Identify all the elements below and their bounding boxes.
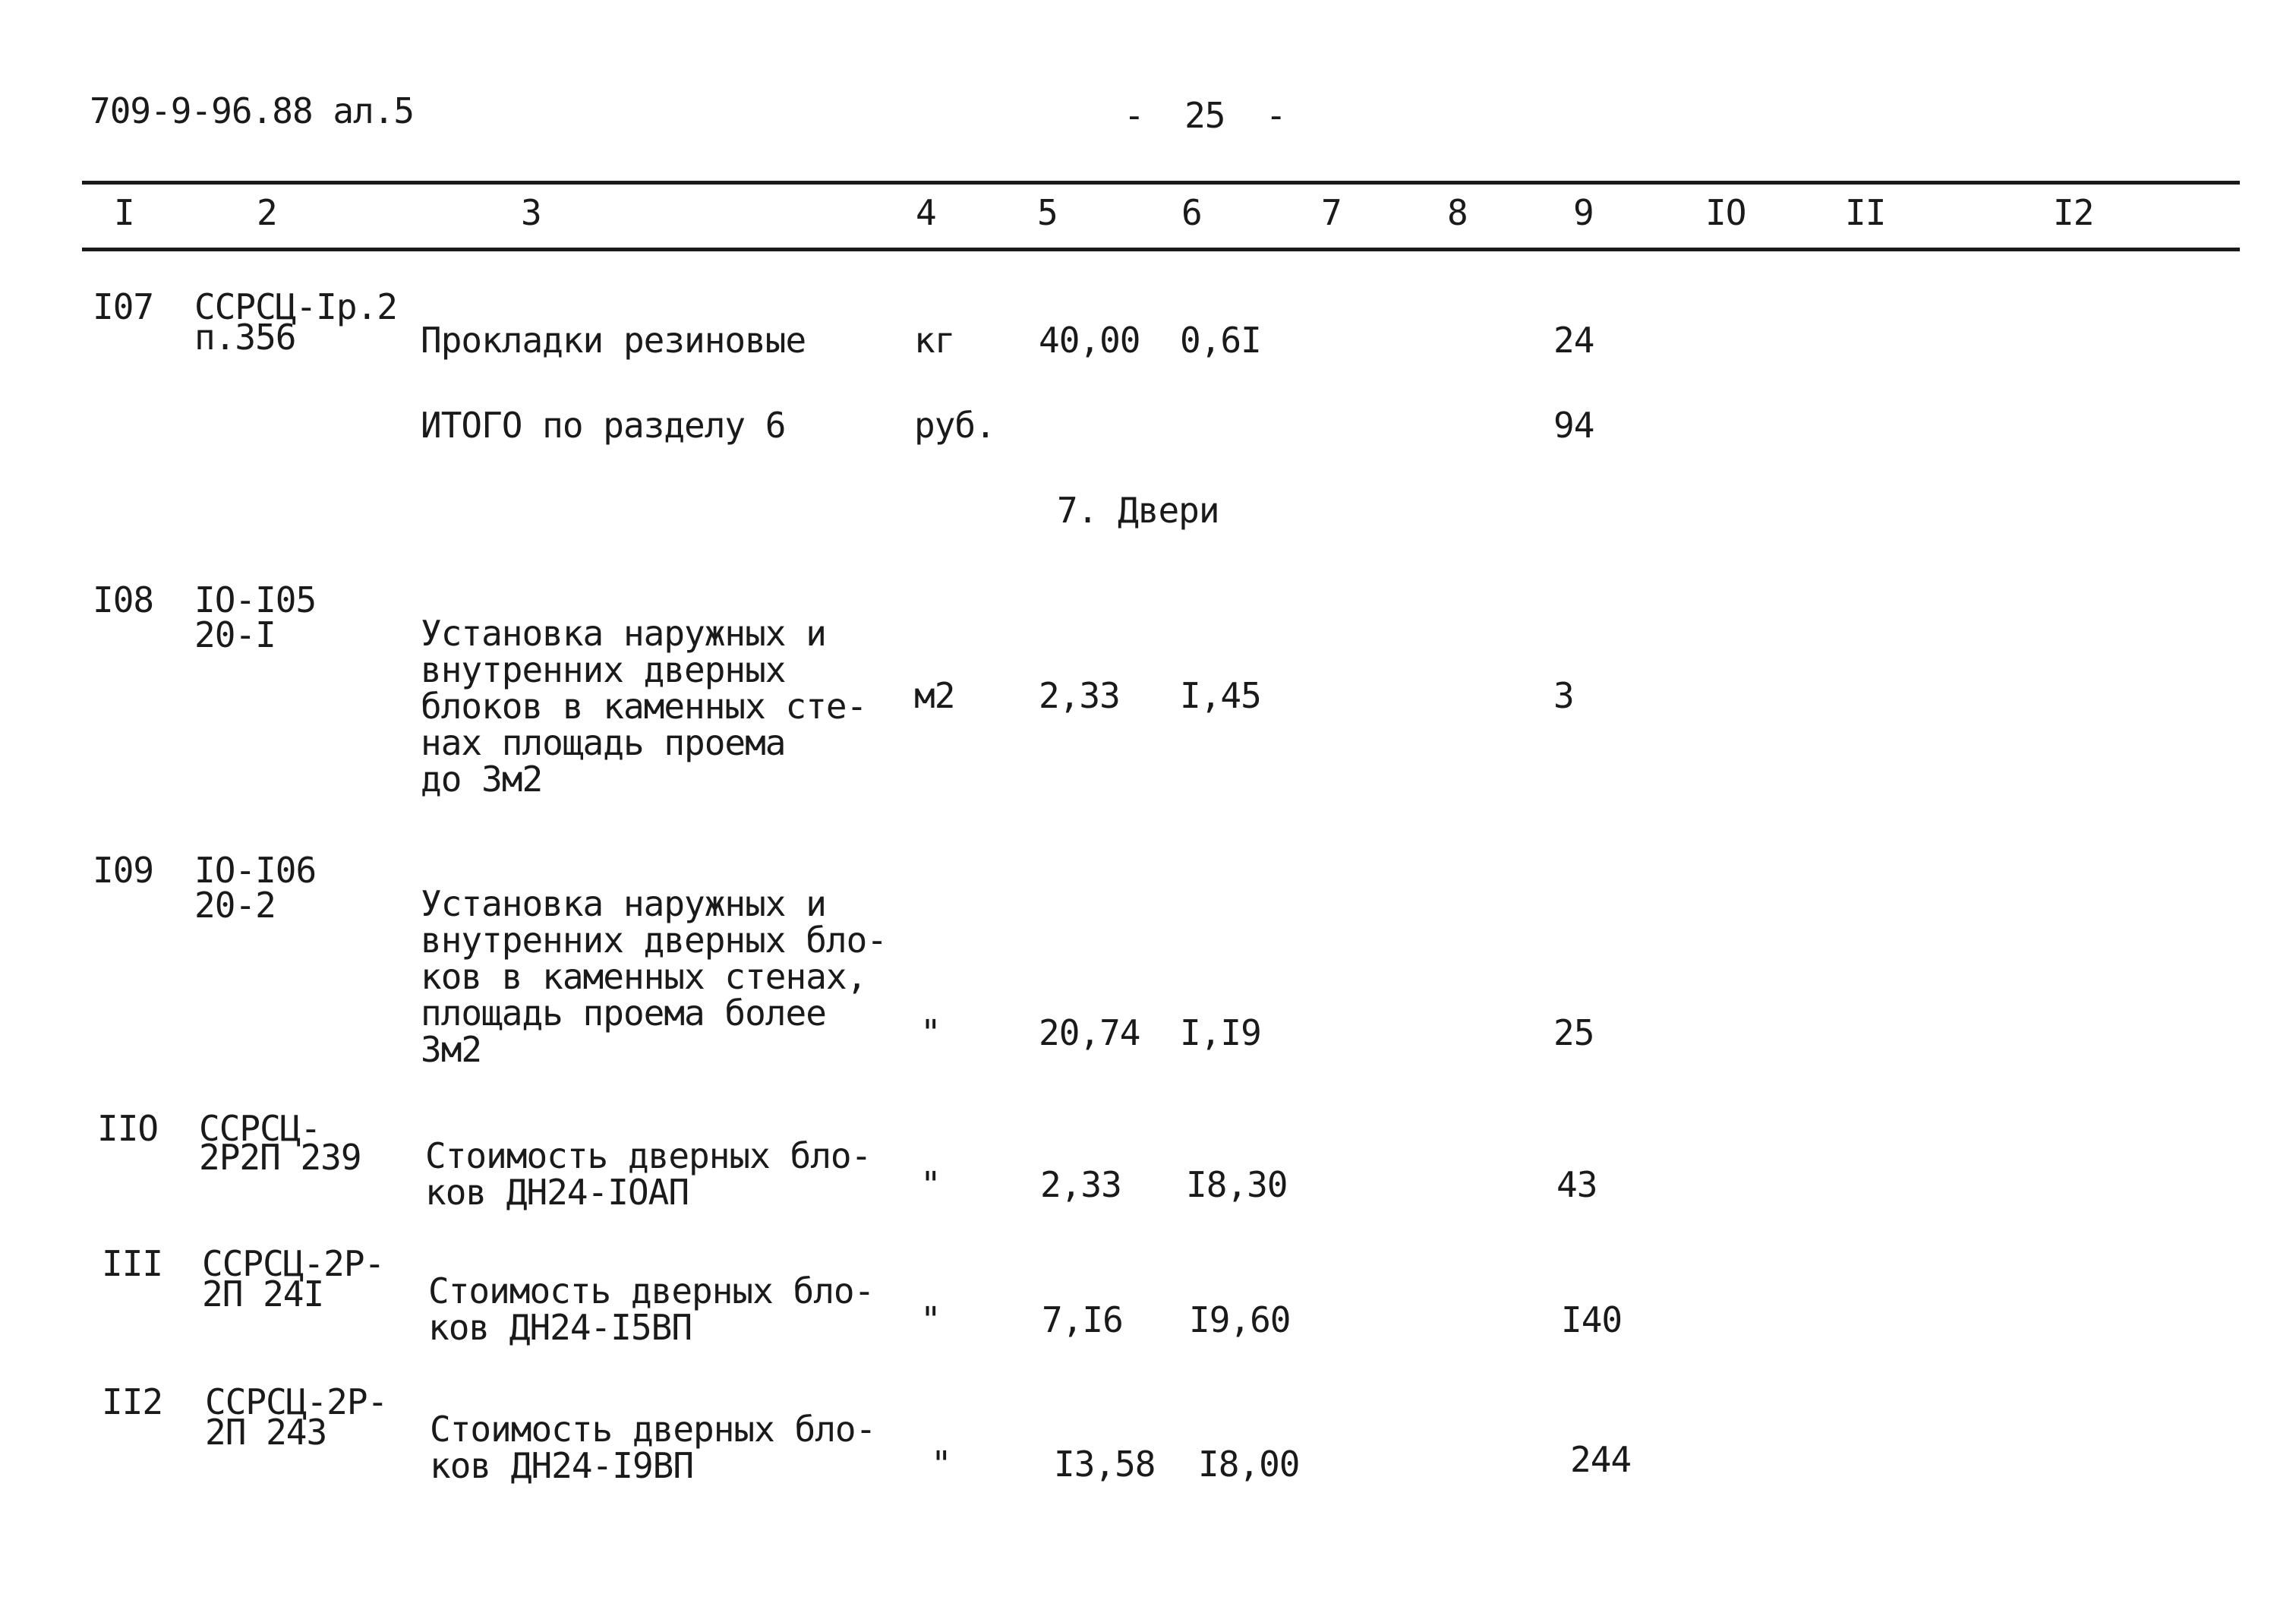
- document-code: 709-9-96.88 ал.5: [90, 90, 415, 131]
- row-quantity: 2,33: [1039, 675, 1120, 716]
- row-number: I07: [93, 286, 154, 327]
- column-header: 2: [257, 192, 277, 233]
- table-top-rule: [82, 181, 2240, 185]
- row-unit: ": [920, 1299, 941, 1340]
- row-number: IIO: [97, 1108, 159, 1149]
- column-header: 9: [1573, 192, 1594, 233]
- row-number: I09: [93, 850, 154, 891]
- row-unit: руб.: [914, 405, 995, 446]
- row-price: I8,30: [1186, 1164, 1288, 1205]
- row-description: Стоимость дверных бло- ков ДН24-IOАП: [425, 1135, 872, 1213]
- row-code: IO-I05: [194, 579, 317, 620]
- column-header: IO: [1705, 192, 1746, 233]
- column-header: 5: [1037, 192, 1058, 233]
- row-code: 20-2: [194, 885, 276, 926]
- column-header: II: [1845, 192, 1886, 233]
- row-price: I8,00: [1198, 1444, 1300, 1485]
- row-quantity: 20,74: [1039, 1012, 1140, 1053]
- row-unit: м2: [914, 675, 955, 716]
- row-unit: ": [920, 1164, 941, 1205]
- row-code: 2Р2П 239: [199, 1137, 361, 1178]
- row-code: п.356: [194, 317, 296, 358]
- row-code: ССРСЦ-: [199, 1108, 321, 1149]
- row-code: 2П 24I: [202, 1273, 324, 1315]
- section-total-label: ИТОГО по разделу 6: [421, 405, 786, 446]
- column-header: I: [114, 192, 134, 233]
- row-total: 3: [1553, 675, 1574, 716]
- row-total: 24: [1553, 320, 1594, 361]
- row-description: Установка наружных и внутренних дверных бло- ков в каменных стенах, площадь проема более 3м2: [421, 883, 887, 1070]
- row-total: I40: [1561, 1299, 1623, 1340]
- row-description: Прокладки резиновые: [421, 320, 806, 361]
- row-total: 94: [1553, 405, 1594, 446]
- row-code: ССРСЦ-Iр.2: [194, 286, 397, 327]
- column-header: 3: [521, 192, 541, 233]
- row-description: Установка наружных и внутренних дверных блоков в каменных сте- нах площадь проема до 3м2: [421, 613, 867, 800]
- row-quantity: 40,00: [1039, 320, 1140, 361]
- row-number: III: [102, 1243, 163, 1284]
- row-price: I9,60: [1189, 1299, 1291, 1340]
- row-price: I,45: [1180, 675, 1261, 716]
- row-total: 25: [1553, 1012, 1594, 1053]
- row-number: II2: [102, 1381, 163, 1422]
- column-header: I2: [2053, 192, 2094, 233]
- row-total: 244: [1570, 1439, 1632, 1480]
- row-code: 2П 243: [205, 1412, 327, 1453]
- column-header: 4: [916, 192, 936, 233]
- page-number: - 25 -: [1124, 95, 1286, 136]
- row-code: ССРСЦ-2Р-: [205, 1381, 388, 1422]
- row-unit: ": [920, 1012, 941, 1053]
- row-unit: ": [931, 1444, 951, 1485]
- row-description: Стоимость дверных бло- ков ДН24-I9ВП: [430, 1409, 876, 1486]
- row-total: 43: [1556, 1164, 1597, 1205]
- header-bottom-rule: [82, 248, 2240, 251]
- row-quantity: I3,58: [1054, 1444, 1156, 1485]
- row-description: Стоимость дверных бло- ков ДН24-I5ВП: [428, 1270, 875, 1348]
- row-quantity: 7,I6: [1042, 1299, 1123, 1340]
- row-code: 20-I: [194, 614, 276, 655]
- row-code: ССРСЦ-2Р-: [202, 1243, 385, 1284]
- row-number: I08: [93, 579, 154, 620]
- row-price: I,I9: [1180, 1012, 1261, 1053]
- row-price: 0,6I: [1180, 320, 1261, 361]
- column-header: 6: [1181, 192, 1202, 233]
- column-header: 8: [1447, 192, 1468, 233]
- row-unit: кг: [914, 320, 955, 361]
- column-header: 7: [1321, 192, 1342, 233]
- section-title: 7. Двери: [1057, 490, 1219, 531]
- row-code: IO-I06: [194, 850, 317, 891]
- row-quantity: 2,33: [1040, 1164, 1121, 1205]
